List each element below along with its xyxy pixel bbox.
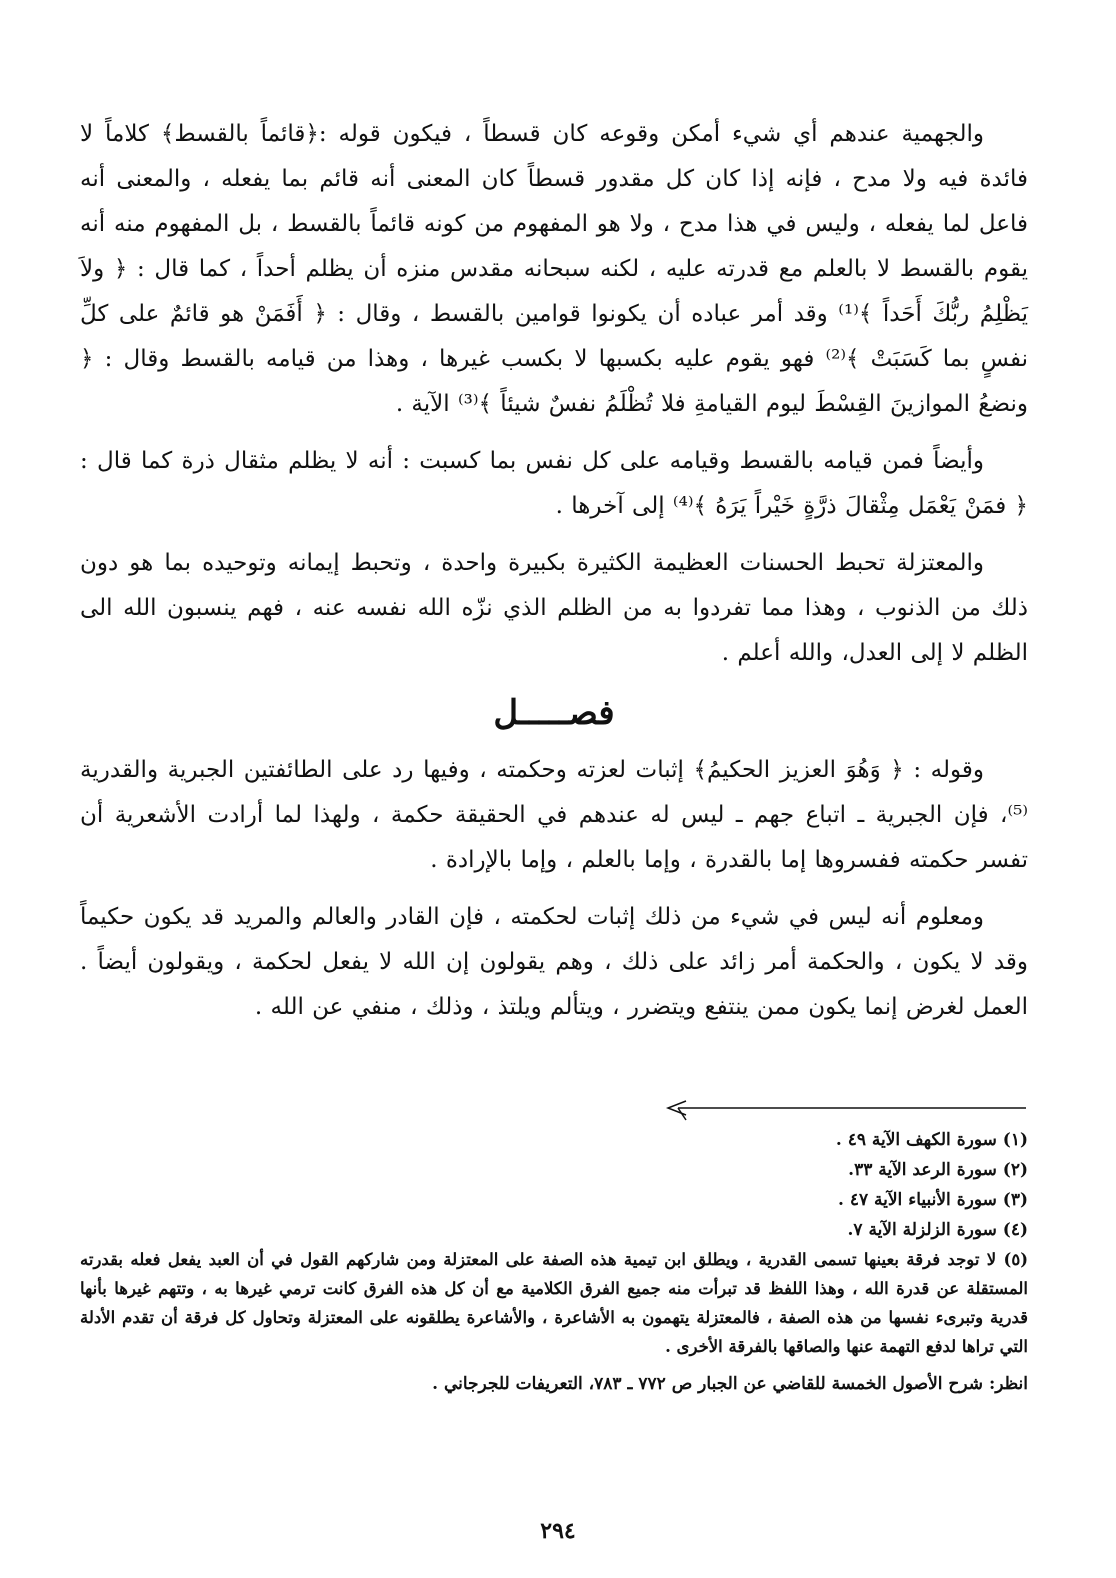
footnote-reference: انظر: شرح الأصول الخمسة للقاضي عن الجبار ص ٧٧٢ ـ ٧٨٣، التعريفات للجرجاني . xyxy=(432,1374,1028,1394)
footnotes xyxy=(80,1125,1028,1399)
paragraph-3: والمعتزلة تحبط الحسنات العظيمة الكثيرة بكبيرة واحدة ، وتحبط إيمانه وتوحيده بما هو دون ذلك من الذنوب ، وهذا مما تفردوا به من الظلم الذي نزّه الله نفسه عنه ، فهم ينسبون الله الى الظلم لا إلى العدل، والله أعلم . xyxy=(80,550,1028,666)
footnote-separator-arrow xyxy=(664,1100,1026,1126)
section-paragraph-1: وقوله : ﴿ وَهُوَ العزيز الحكيمُ﴾ إثبات لعزته وحكمته ، وفيها رد على الطائفتين الجبرية والقدرية ⁽⁵⁾، فإن الجبرية ـ اتباع جهم ـ ليس له عندهم في الحقيقة حكمة ، ولهذا لما أرادت الأشعرية أن تفسر حكمته ففسروها إما بالقدرة ، وإما بالعلم ، وإما بالإرادة . xyxy=(80,757,1028,873)
footnote-3: (٣) سورة الأنبياء الآية ٤٧ . xyxy=(837,1190,1028,1210)
footnote-5: (٥) لا توجد فرقة بعينها تسمى القدرية ، ويطلق ابن تيمية هذه الصفة على المعتزلة ومن شاركهم القول في أن العبد يفعل فعله بقدرته المستقلة عن قدرة الله ، وهذا اللفظ قد تبرأت منه جميع الفرق الكلامية مع أن كل هذه الفرق كانت ترمي غيرها به ، وتتهم غيرها بأنها قدرية وتبرىء نفسها من هذه الصفة ، فالمعتزلة يتهمون به الأشاعرة ، والأشاعرة يطلقونه على المعتزلة وتحاول كل فرقة أن تقدم الأدلة التي تراها لدفع التهمة عنها والصاقها بالفرقة الأخرى . xyxy=(80,1250,1028,1356)
paragraph-2: وأيضاً فمن قيامه بالقسط وقيامه على كل نفس بما كسبت : أنه لا يظلم مثقال ذرة كما قال : ﴿ فمَنْ يَعْمَل مِثْقالَ ذرَّةٍ خَيْراً يَرَهُ ﴾⁽⁴⁾ إلى آخرها . xyxy=(80,448,1028,519)
section-heading: فصـــــل xyxy=(493,693,615,733)
footnote-4: (٤) سورة الزلزلة الآية ٧. xyxy=(847,1220,1028,1240)
section-paragraph-2: ومعلوم أنه ليس في شيء من ذلك إثبات لحكمته ، فإن القادر والعالم والمريد قد يكون حكيماً وقد لا يكون ، والحكمة أمر زائد على ذلك ، وهم يقولون إن الله لا يفعل لحكمة ، ويقولون أيضاً . العمل لغرض إنما يكون ممن ينتفع ويتضرر ، ويتألم ويلتذ ، وذلك ، منفي عن الله . xyxy=(80,904,1028,1020)
paragraph-1: والجهمية عندهم أي شيء أمكن وقوعه كان قسطاً ، فيكون قوله :﴿قائماً بالقسط﴾ كلاماً لا فائدة فيه ولا مدح ، فإنه إذا كان كل مقدور قسطاً كان المعنى أنه قائم بما يفعله ، والمعنى أنه فاعل لما يفعله ، وليس في هذا مدح ، ولا هو المفهوم من كونه قائماً بالقسط ، بل المفهوم منه أنه يقوم بالقسط لا بالعلم مع قدرته عليه ، لكنه سبحانه مقدس منزه أن يظلم أحداً ، كما قال : ﴿ ولاَ يَظْلِمُ ربُّكَ أَحَداً ﴾⁽¹⁾ وقد أمر عباده أن يكونوا قوامين بالقسط ، وقال : ﴿ أَفَمَنْ هو قائمٌ على كلِّ نفسٍ بما كَسَبَتْ ﴾⁽²⁾ فهو يقوم عليه بكسبها لا بكسب غيرها ، وهذا من قيامه بالقسط وقال : ﴿ ونضعُ الموازينَ القِسْطَ ليوم القيامةِ فلا تُظْلَمُ نفسٌ شيئاً ﴾⁽³⁾ الآية . xyxy=(80,121,1028,417)
page-number: ٢٩٤ xyxy=(540,1518,576,1544)
footnote-2: (٢) سورة الرعد الآية ٣٣. xyxy=(848,1160,1028,1180)
main-text xyxy=(80,112,1028,1042)
footnote-1: (١) سورة الكهف الآية ٤٩ . xyxy=(835,1130,1028,1150)
